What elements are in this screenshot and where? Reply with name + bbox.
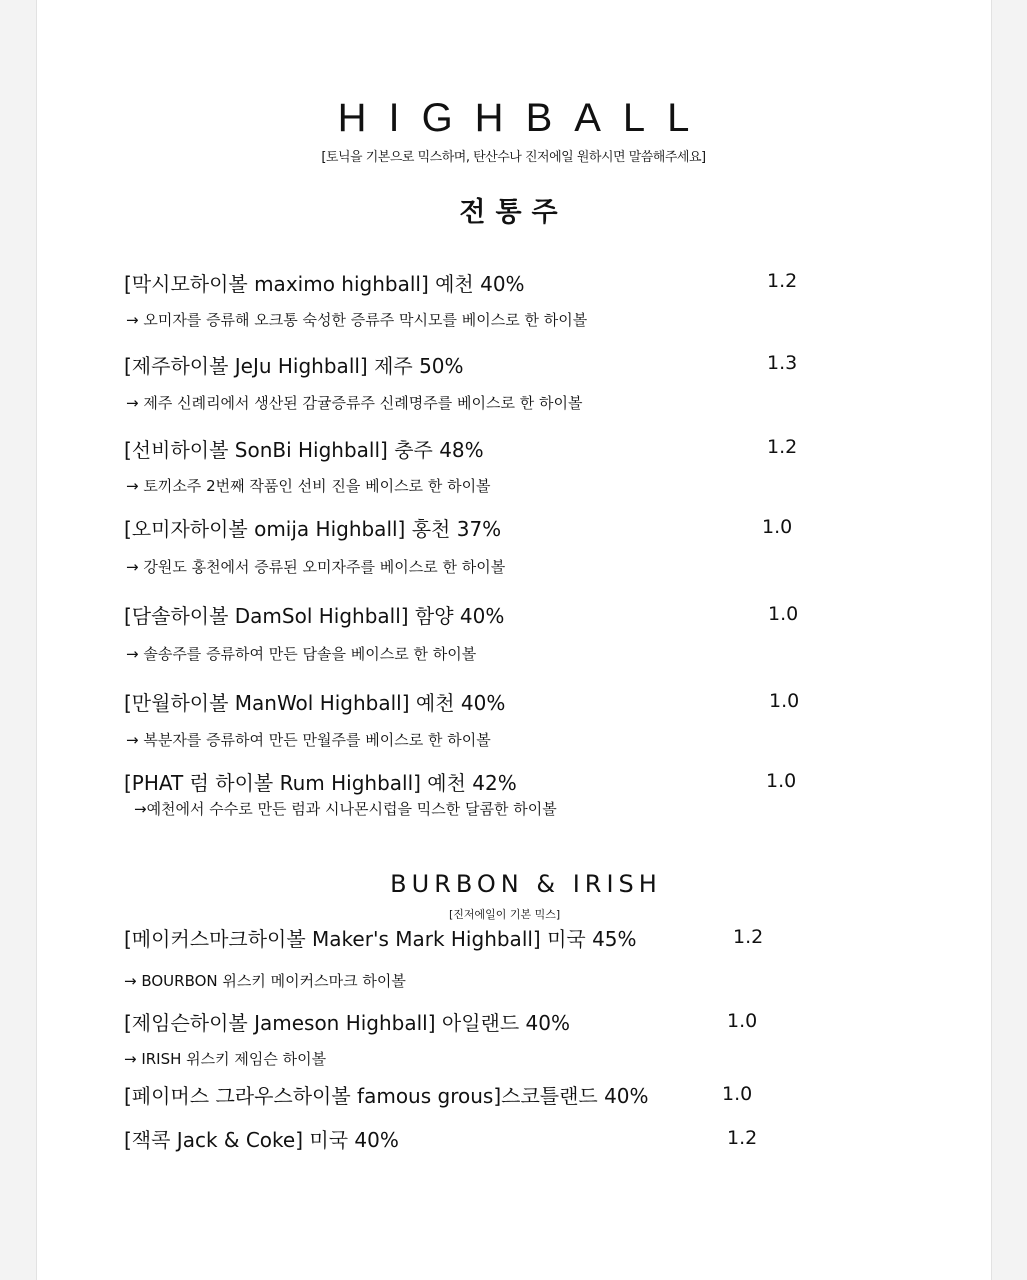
- menu-item-desc: → BOURBON 위스키 메이커스마크 하이볼: [124, 972, 406, 990]
- menu-item-price: 1.0: [762, 516, 793, 538]
- menu-item-price: 1.2: [767, 270, 798, 292]
- menu-item-price: 1.0: [727, 1010, 758, 1032]
- menu-item-price: 1.0: [769, 690, 800, 712]
- menu-subtitle: [토닉을 기본으로 믹스하며, 탄산수나 진저에일 원하시면 말씀해주세요]: [321, 150, 706, 165]
- menu-item-price: 1.0: [766, 770, 797, 792]
- menu-item-name: [PHAT 럼 하이볼 Rum Highball] 예천 42%: [124, 771, 517, 795]
- menu-item-desc: → 솔송주를 증류하여 만든 담솔을 베이스로 한 하이볼: [126, 645, 477, 663]
- menu-item-desc: → 오미자를 증류해 오크통 숙성한 증류주 막시모를 베이스로 한 하이볼: [126, 311, 588, 329]
- menu-item-name: [잭콕 Jack & Coke] 미국 40%: [124, 1128, 399, 1152]
- menu-item-price: 1.2: [733, 926, 764, 948]
- menu-item-name: [오미자하이볼 omija Highball] 홍천 37%: [124, 517, 502, 541]
- menu-item-desc: → IRISH 위스키 제임슨 하이볼: [124, 1050, 327, 1068]
- menu-item-name: [메이커스마크하이볼 Maker's Mark Highball] 미국 45%: [124, 927, 637, 951]
- menu-item-name: [선비하이볼 SonBi Highball] 충주 48%: [124, 438, 484, 462]
- menu-item-desc: → 제주 신례리에서 생산된 감귤증류주 신례명주를 베이스로 한 하이볼: [126, 394, 583, 412]
- menu-title: HIGHBALL: [337, 96, 712, 140]
- menu-item-desc: → 토끼소주 2번째 작품인 선비 진을 베이스로 한 하이볼: [126, 477, 491, 495]
- menu-item-name: [막시모하이볼 maximo highball] 예천 40%: [124, 272, 525, 296]
- menu-item-price: 1.3: [767, 352, 798, 374]
- menu-item-name: [만월하이볼 ManWol Highball] 예천 40%: [124, 691, 506, 715]
- menu-item-name: [페이머스 그라우스하이볼 famous grous]스코틀랜드 40%: [124, 1084, 649, 1108]
- menu-item-price: 1.0: [768, 603, 799, 625]
- menu-item-desc: →예천에서 수수로 만든 럼과 시나몬시럽을 믹스한 달콤한 하이볼: [134, 800, 557, 818]
- section-heading-traditional: 전통주: [459, 197, 568, 228]
- menu-item-price: 1.2: [727, 1127, 758, 1149]
- menu-item-name: [제주하이볼 JeJu Highball] 제주 50%: [124, 354, 464, 378]
- menu-item-name: [제임슨하이볼 Jameson Highball] 아일랜드 40%: [124, 1011, 570, 1035]
- menu-item-name: [담솔하이볼 DamSol Highball] 함양 40%: [124, 604, 505, 628]
- menu-item-price: 1.0: [722, 1083, 753, 1105]
- menu-item-desc: → 강원도 홍천에서 증류된 오미자주를 베이스로 한 하이볼: [126, 558, 506, 576]
- section-heading-whiskey: BURBON & IRISH: [390, 870, 662, 898]
- menu-item-price: 1.2: [767, 436, 798, 458]
- menu-item-desc: → 복분자를 증류하여 만든 만월주를 베이스로 한 하이볼: [126, 731, 491, 749]
- section-note: [진저에일이 기본 믹스]: [449, 908, 561, 921]
